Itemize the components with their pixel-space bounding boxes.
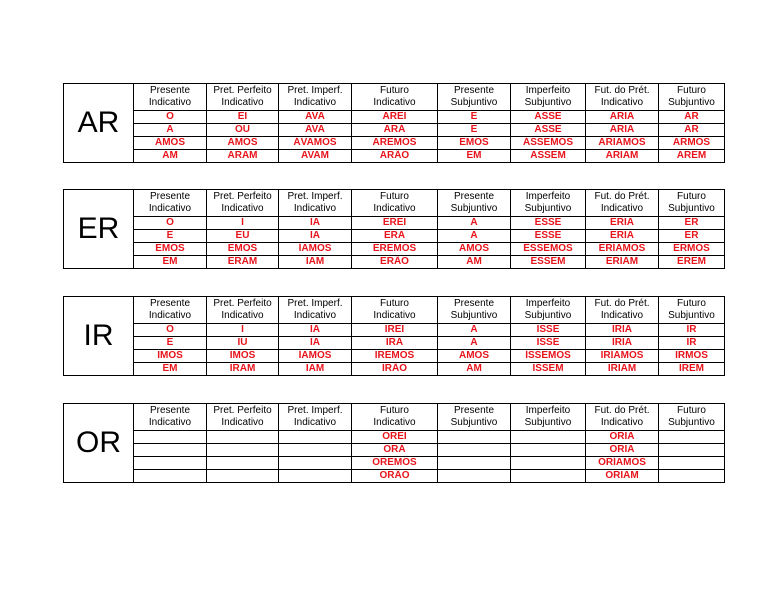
conjugation-table xyxy=(63,189,725,269)
ending-cell xyxy=(659,457,725,470)
ending-cell: AR xyxy=(659,111,725,124)
ending-cell: AM xyxy=(438,363,511,376)
ending-cell: ARÁ xyxy=(352,124,438,137)
ending-cell: IREM xyxy=(659,363,725,376)
tense-header xyxy=(438,190,511,217)
tense-header-line: Fut. do Prét. xyxy=(594,405,650,416)
ending-cell: IREI xyxy=(352,324,438,337)
tense-header xyxy=(207,84,279,111)
conjugation-table xyxy=(63,296,725,376)
ending-cell xyxy=(511,444,586,457)
ending-cell: E xyxy=(438,111,511,124)
tense-header-line: Pret. Perfeito xyxy=(213,298,272,309)
tense-header-line: Indicativo xyxy=(373,97,416,108)
ending-row xyxy=(64,470,725,483)
ending-cell: ERIA xyxy=(586,230,659,243)
ending-cell: EREM xyxy=(659,256,725,269)
tense-header xyxy=(511,404,586,431)
tense-header xyxy=(659,84,725,111)
ending-cell xyxy=(134,457,207,470)
ending-cell: A xyxy=(438,230,511,243)
ending-cell: AMOS xyxy=(134,137,207,150)
tense-header-line: Futuro xyxy=(380,298,409,309)
tense-header-line: Subjuntivo xyxy=(450,97,498,108)
header-row xyxy=(64,190,725,217)
tense-header xyxy=(207,297,279,324)
ending-row xyxy=(64,137,725,150)
ending-cell: IREMOS xyxy=(352,350,438,363)
tense-header-line: Fut. do Prét. xyxy=(594,298,650,309)
tense-header xyxy=(352,84,438,111)
ending-row xyxy=(64,243,725,256)
tense-header-line: Indicativo xyxy=(293,97,337,108)
ending-cell: ARMOS xyxy=(659,137,725,150)
ending-cell: E xyxy=(134,337,207,350)
ending-cell xyxy=(207,457,279,470)
ending-row xyxy=(64,230,725,243)
verb-ending-label: AR xyxy=(64,84,134,163)
tense-header-line: Presente xyxy=(149,191,191,202)
ending-cell xyxy=(207,431,279,444)
ending-row xyxy=(64,363,725,376)
tense-header xyxy=(659,297,725,324)
ending-cell: AR xyxy=(659,124,725,137)
ending-row xyxy=(64,124,725,137)
ending-cell: IRMOS xyxy=(659,350,725,363)
tense-header-line: Presente xyxy=(149,405,191,416)
ending-cell: IRÁ xyxy=(352,337,438,350)
tense-header-line: Presente xyxy=(453,298,495,309)
ending-cell xyxy=(279,457,352,470)
ending-cell: A xyxy=(134,124,207,137)
ending-row xyxy=(64,444,725,457)
tense-header-line: Futuro xyxy=(677,191,706,202)
tense-header-line: Subjuntivo xyxy=(450,310,498,321)
tense-header-line: Imperfeito xyxy=(525,298,571,309)
ending-cell: EMOS xyxy=(134,243,207,256)
tense-header-line: Subjuntivo xyxy=(524,97,572,108)
ending-row xyxy=(64,457,725,470)
tense-header-line: Indicativo xyxy=(373,310,416,321)
tense-header-line: Subjuntivo xyxy=(668,417,715,428)
ending-cell: ERMOS xyxy=(659,243,725,256)
ending-cell: ERÁ xyxy=(352,230,438,243)
ending-cell: IA xyxy=(279,230,352,243)
ending-cell: I xyxy=(207,217,279,230)
ending-cell: AMOS xyxy=(207,137,279,150)
ending-cell: OU xyxy=(207,124,279,137)
tense-header-line: Imperfeito xyxy=(525,405,571,416)
tense-header-line: Pret. Imperf. xyxy=(287,85,343,96)
ending-cell: E xyxy=(438,124,511,137)
ending-row xyxy=(64,324,725,337)
ending-cell xyxy=(279,470,352,483)
ending-cell: ISSE xyxy=(511,324,586,337)
tense-header-line: Indicativo xyxy=(148,203,192,214)
ending-cell: ASSEM xyxy=(511,150,586,163)
ending-cell xyxy=(438,457,511,470)
ending-cell: ÍSSEMOS xyxy=(511,350,586,363)
ending-cell: ESSE xyxy=(511,217,586,230)
ending-cell xyxy=(279,444,352,457)
ending-cell: EM xyxy=(134,256,207,269)
ending-cell: IRIA xyxy=(586,337,659,350)
ending-cell: EI xyxy=(207,111,279,124)
ending-cell: IRIA xyxy=(586,324,659,337)
ending-cell xyxy=(659,444,725,457)
ending-cell: ER xyxy=(659,217,725,230)
tense-header xyxy=(511,297,586,324)
verb-ending-label: ER xyxy=(64,190,134,269)
ending-cell: EM xyxy=(134,363,207,376)
ending-cell: AVA xyxy=(279,124,352,137)
ending-cell: IMOS xyxy=(134,350,207,363)
ending-cell: ORÁ xyxy=(352,444,438,457)
ending-cell: A xyxy=(438,337,511,350)
tense-header-line: Imperfeito xyxy=(525,85,571,96)
tense-header-line: Subjuntivo xyxy=(524,203,572,214)
tense-header-line: Presente xyxy=(149,85,191,96)
tense-header-line: Indicativo xyxy=(221,203,264,214)
tense-header xyxy=(586,84,659,111)
conjugation-table xyxy=(63,83,725,163)
tense-header-line: Pret. Imperf. xyxy=(287,191,343,202)
tense-header-line: Indicativo xyxy=(221,310,264,321)
tense-header-line: Indicativo xyxy=(293,203,337,214)
ending-cell xyxy=(438,470,511,483)
tense-header-line: Indicativo xyxy=(148,97,192,108)
ending-cell: ARÃO xyxy=(352,150,438,163)
tense-header xyxy=(279,190,352,217)
tense-header-line: Pret. Perfeito xyxy=(213,85,272,96)
ending-cell: IU xyxy=(207,337,279,350)
ending-cell: ERIAM xyxy=(586,256,659,269)
ending-cell: EMOS xyxy=(438,137,511,150)
ending-cell: AVA xyxy=(279,111,352,124)
ending-cell: ORIAM xyxy=(586,470,659,483)
tense-header-line: Fut. do Prét. xyxy=(594,191,650,202)
ending-cell: IAM xyxy=(279,363,352,376)
tense-header-line: Indicativo xyxy=(600,417,644,428)
tense-header-line: Indicativo xyxy=(373,417,416,428)
tense-header-line: Subjuntivo xyxy=(668,310,715,321)
conjugation-table xyxy=(63,403,725,483)
ending-row xyxy=(64,111,725,124)
tense-header-line: Presente xyxy=(453,405,495,416)
ending-cell: ESSEM xyxy=(511,256,586,269)
tense-header-line: Subjuntivo xyxy=(524,310,572,321)
ending-cell: IA xyxy=(279,217,352,230)
ending-cell: AREI xyxy=(352,111,438,124)
ending-cell: ISSEM xyxy=(511,363,586,376)
ending-cell: AREM xyxy=(659,150,725,163)
ending-cell: AREMOS xyxy=(352,137,438,150)
tense-header-line: Futuro xyxy=(677,85,706,96)
tense-header xyxy=(352,190,438,217)
ending-cell: O xyxy=(134,217,207,230)
tense-header xyxy=(207,190,279,217)
ending-cell: EREI xyxy=(352,217,438,230)
tense-header-line: Pret. Imperf. xyxy=(287,405,343,416)
tense-header xyxy=(279,404,352,431)
tense-header-line: Futuro xyxy=(677,405,706,416)
ending-cell: ESSE xyxy=(511,230,586,243)
ending-row xyxy=(64,350,725,363)
ending-cell: ORÍAMOS xyxy=(586,457,659,470)
ending-cell xyxy=(511,470,586,483)
ending-cell: A xyxy=(438,324,511,337)
tense-header-line: Indicativo xyxy=(600,97,644,108)
tense-header xyxy=(438,84,511,111)
ending-cell: OREI xyxy=(352,431,438,444)
ending-cell: IR xyxy=(659,337,725,350)
tense-header-line: Futuro xyxy=(380,405,409,416)
ending-cell: ÍAMOS xyxy=(279,350,352,363)
ending-cell: IAM xyxy=(279,256,352,269)
tense-header-line: Indicativo xyxy=(221,417,264,428)
tense-header-line: Indicativo xyxy=(600,310,644,321)
tense-header xyxy=(511,190,586,217)
ending-cell: IRAM xyxy=(207,363,279,376)
ending-cell: O xyxy=(134,111,207,124)
ending-cell: ISSE xyxy=(511,337,586,350)
tense-header-line: Indicativo xyxy=(293,310,337,321)
tense-header-line: Imperfeito xyxy=(525,191,571,202)
tense-header-line: Presente xyxy=(453,191,495,202)
tense-header xyxy=(438,297,511,324)
ending-cell: IRÍAMOS xyxy=(586,350,659,363)
ending-cell xyxy=(134,470,207,483)
ending-cell xyxy=(438,431,511,444)
ending-cell: IR xyxy=(659,324,725,337)
tense-header-line: Indicativo xyxy=(373,203,416,214)
ending-cell xyxy=(438,444,511,457)
ending-cell: ARIAM xyxy=(586,150,659,163)
ending-cell xyxy=(511,457,586,470)
ending-cell xyxy=(279,431,352,444)
tense-header xyxy=(352,297,438,324)
tense-header xyxy=(134,190,207,217)
tense-header xyxy=(511,84,586,111)
ending-cell xyxy=(207,470,279,483)
ending-row xyxy=(64,431,725,444)
header-row xyxy=(64,404,725,431)
tense-header xyxy=(207,404,279,431)
tense-header-line: Futuro xyxy=(380,191,409,202)
ending-cell xyxy=(207,444,279,457)
ending-cell: ÁSSEMOS xyxy=(511,137,586,150)
ending-cell: I xyxy=(207,324,279,337)
tense-header-line: Futuro xyxy=(380,85,409,96)
tense-header-line: Subjuntivo xyxy=(450,417,498,428)
ending-row xyxy=(64,217,725,230)
tense-header-line: Presente xyxy=(149,298,191,309)
ending-cell xyxy=(659,470,725,483)
ending-cell: AM xyxy=(134,150,207,163)
tense-header xyxy=(279,297,352,324)
ending-cell: ARIA xyxy=(586,111,659,124)
tense-header-line: Pret. Perfeito xyxy=(213,191,272,202)
tense-header xyxy=(134,297,207,324)
ending-cell: IRIAM xyxy=(586,363,659,376)
tense-header-line: Futuro xyxy=(677,298,706,309)
ending-cell: ASSE xyxy=(511,111,586,124)
ending-cell: O xyxy=(134,324,207,337)
ending-cell: IRÃO xyxy=(352,363,438,376)
ending-row xyxy=(64,150,725,163)
ending-cell: E xyxy=(134,230,207,243)
ending-cell: ARIA xyxy=(586,124,659,137)
ending-cell: EU xyxy=(207,230,279,243)
tense-header xyxy=(659,404,725,431)
ending-cell: ARAM xyxy=(207,150,279,163)
header-row xyxy=(64,84,725,111)
tense-header-line: Indicativo xyxy=(221,97,264,108)
tense-header-line: Indicativo xyxy=(148,310,192,321)
tense-header xyxy=(586,297,659,324)
tense-header-line: Fut. do Prét. xyxy=(594,85,650,96)
ending-cell: ORIA xyxy=(586,444,659,457)
ending-cell: ERIA xyxy=(586,217,659,230)
ending-cell: ORIA xyxy=(586,431,659,444)
ending-cell: ORÃO xyxy=(352,470,438,483)
ending-row xyxy=(64,337,725,350)
tense-header xyxy=(134,404,207,431)
tense-header-line: Presente xyxy=(453,85,495,96)
ending-cell: EMOS xyxy=(207,243,279,256)
ending-cell: ARÍAMOS xyxy=(586,137,659,150)
tense-header-line: Indicativo xyxy=(600,203,644,214)
ending-cell xyxy=(134,444,207,457)
ending-cell: AVAM xyxy=(279,150,352,163)
tense-header xyxy=(134,84,207,111)
ending-cell xyxy=(134,431,207,444)
tense-header-line: Subjuntivo xyxy=(524,417,572,428)
verb-ending-label: OR xyxy=(64,404,134,483)
tense-header xyxy=(659,190,725,217)
ending-cell: ERÃO xyxy=(352,256,438,269)
tense-header-line: Indicativo xyxy=(148,417,192,428)
ending-cell: ÍAMOS xyxy=(279,243,352,256)
ending-cell: ASSE xyxy=(511,124,586,137)
tense-header-line: Indicativo xyxy=(293,417,337,428)
tense-header-line: Subjuntivo xyxy=(450,203,498,214)
ending-cell: EM xyxy=(438,150,511,163)
ending-cell: ERÍAMOS xyxy=(586,243,659,256)
ending-cell: EREMOS xyxy=(352,243,438,256)
ending-cell: AM xyxy=(438,256,511,269)
ending-cell: IMOS xyxy=(207,350,279,363)
ending-cell xyxy=(659,431,725,444)
tense-header-line: Pret. Perfeito xyxy=(213,405,272,416)
tense-header-line: Subjuntivo xyxy=(668,97,715,108)
verb-ending-label: IR xyxy=(64,297,134,376)
ending-cell: ÁVAMOS xyxy=(279,137,352,150)
ending-cell: AMOS xyxy=(438,243,511,256)
ending-cell: ÊSSEMOS xyxy=(511,243,586,256)
ending-cell: ER xyxy=(659,230,725,243)
tense-header-line: Subjuntivo xyxy=(668,203,715,214)
ending-cell: IA xyxy=(279,337,352,350)
ending-cell: A xyxy=(438,217,511,230)
header-row xyxy=(64,297,725,324)
ending-cell: ERAM xyxy=(207,256,279,269)
ending-row xyxy=(64,256,725,269)
ending-cell: OREMOS xyxy=(352,457,438,470)
tense-header xyxy=(352,404,438,431)
tense-header xyxy=(586,404,659,431)
ending-cell: AMOS xyxy=(438,350,511,363)
tense-header-line: Pret. Imperf. xyxy=(287,298,343,309)
tense-header xyxy=(438,404,511,431)
ending-cell xyxy=(511,431,586,444)
ending-cell: IA xyxy=(279,324,352,337)
tense-header xyxy=(279,84,352,111)
tense-header xyxy=(586,190,659,217)
